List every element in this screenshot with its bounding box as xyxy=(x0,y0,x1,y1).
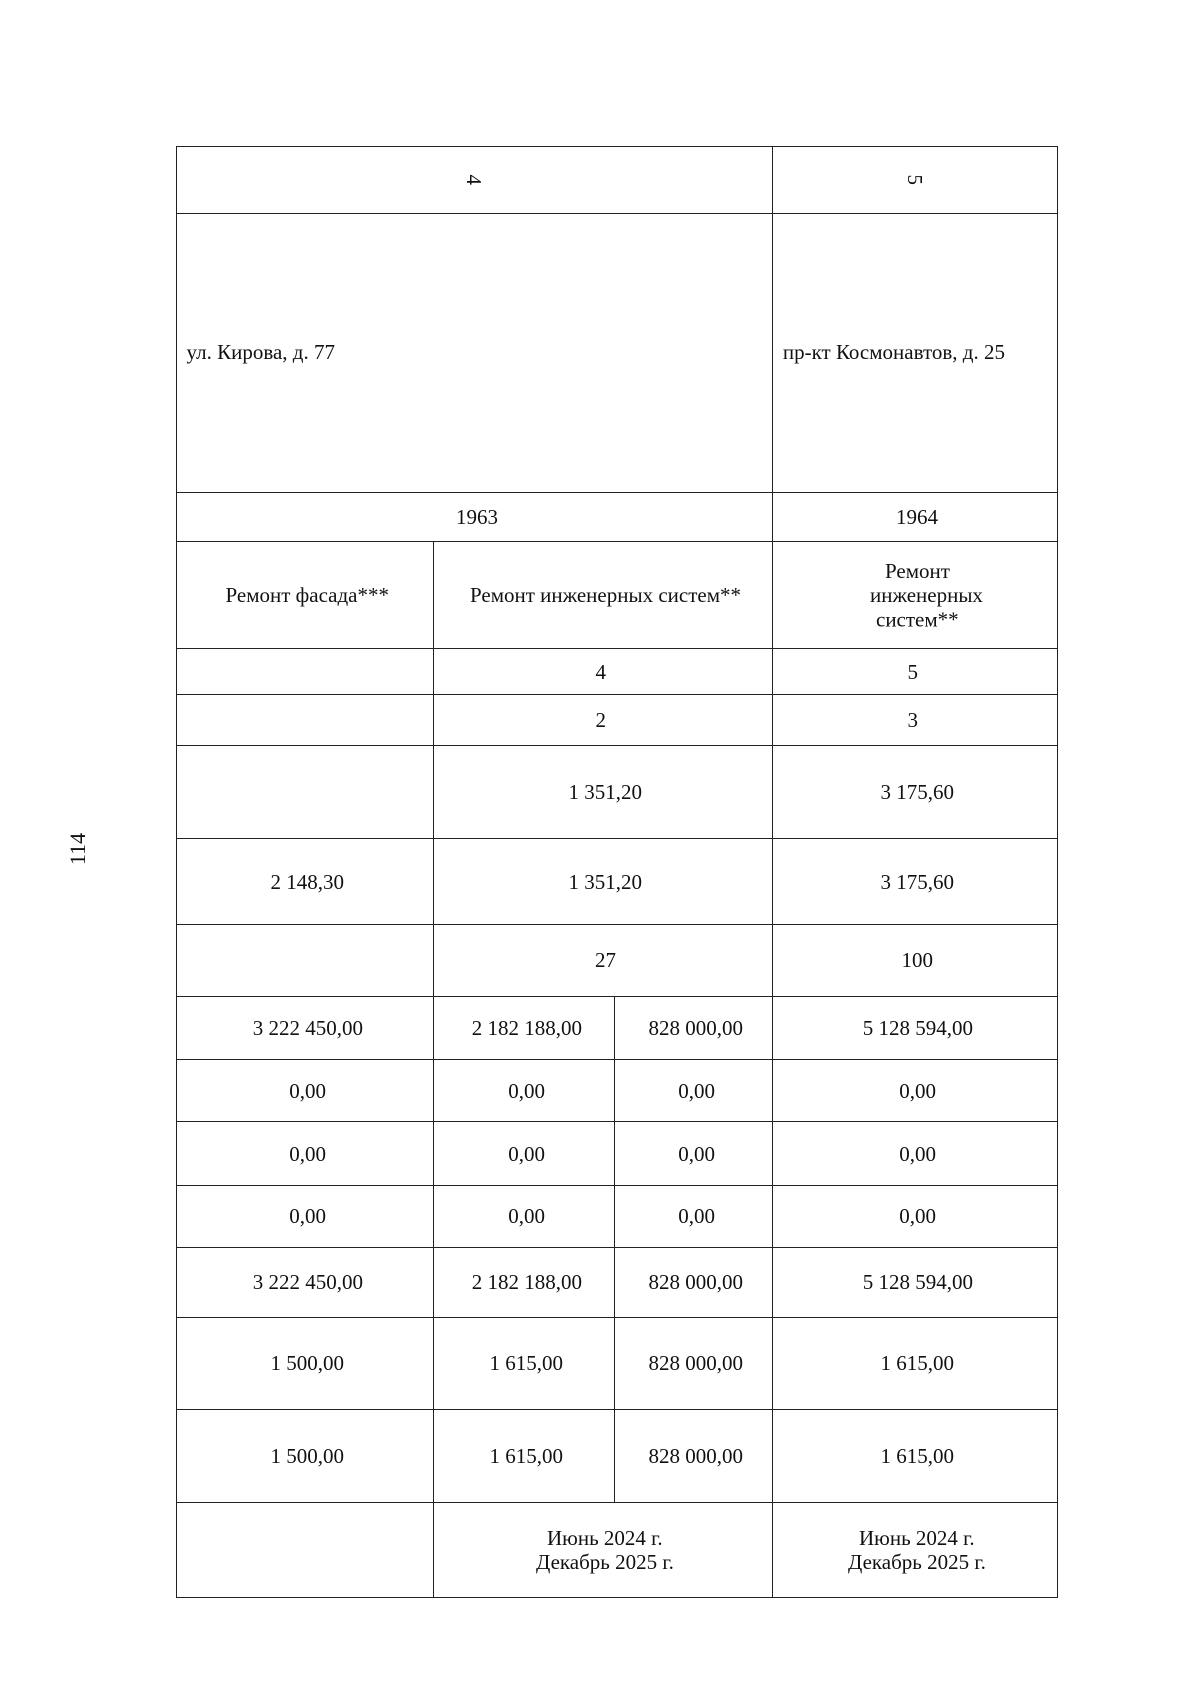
unit-cost-cell: 1 615,00 xyxy=(772,1410,1057,1503)
floors-cell: 4 xyxy=(433,649,772,695)
work-type-cell: Ремонт фасада*** xyxy=(177,541,434,648)
residents-cell xyxy=(177,925,434,997)
residents-cell: 100 xyxy=(772,925,1057,997)
row-number: 4 xyxy=(177,147,773,214)
cost-cell: 0,00 xyxy=(177,1060,434,1122)
area-cell xyxy=(177,745,434,838)
unit-cost-cell: 828 000,00 xyxy=(615,1410,772,1503)
area-cell: 1 351,20 xyxy=(433,839,772,925)
unit-cost-cell: 1 615,00 xyxy=(772,1317,1057,1409)
cost-cell: 0,00 xyxy=(772,1185,1057,1247)
unit-cost-cell: 828 000,00 xyxy=(615,1317,772,1409)
cost-cell: 3 222 450,00 xyxy=(177,996,434,1059)
cost-cell: 5 128 594,00 xyxy=(772,1248,1057,1318)
rotated-table-container xyxy=(176,146,1058,1598)
area-cell: 3 175,60 xyxy=(772,745,1057,838)
cost-cell: 828 000,00 xyxy=(615,1248,772,1318)
year-cell: 1964 xyxy=(772,492,1057,541)
cost-cell: 2 182 188,00 xyxy=(433,996,615,1059)
repair-schedule-table xyxy=(176,146,1058,1598)
area-cell: 3 175,60 xyxy=(772,839,1057,925)
floors-cell xyxy=(177,649,434,695)
entrances-cell: 3 xyxy=(772,695,1057,745)
cost-cell: 0,00 xyxy=(615,1060,772,1122)
cost-cell: 5 128 594,00 xyxy=(772,996,1057,1059)
unit-cost-cell: 1 615,00 xyxy=(433,1410,615,1503)
cost-cell: 3 222 450,00 xyxy=(177,1248,434,1318)
table-rotation-wrapper xyxy=(176,146,1058,1598)
cost-cell: 828 000,00 xyxy=(615,996,772,1059)
row-number: 5 xyxy=(772,147,1057,214)
floors-cell: 5 xyxy=(772,649,1057,695)
cost-cell: 0,00 xyxy=(177,1122,434,1185)
area-cell: 1 351,20 xyxy=(433,745,772,838)
cost-cell: 0,00 xyxy=(772,1122,1057,1185)
work-type-cell: Ремонт инженерных систем** xyxy=(433,541,772,648)
area-cell: 2 148,30 xyxy=(177,839,434,925)
cost-cell: 0,00 xyxy=(433,1122,615,1185)
address-cell: пр-кт Космонавтов, д. 25 xyxy=(772,213,1057,492)
entrances-cell xyxy=(177,695,434,745)
entrances-cell: 2 xyxy=(433,695,772,745)
work-type-cell: Ремонт инженерных систем** xyxy=(772,541,1057,648)
cost-cell: 0,00 xyxy=(615,1122,772,1185)
cost-cell: 0,00 xyxy=(615,1185,772,1247)
period-cell: Июнь 2024 г. Декабрь 2025 г. xyxy=(433,1503,772,1598)
cost-cell: 0,00 xyxy=(177,1185,434,1247)
period-cell xyxy=(177,1503,434,1598)
cost-cell: 0,00 xyxy=(772,1060,1057,1122)
address-cell: ул. Кирова, д. 77 xyxy=(177,213,773,492)
unit-cost-cell: 1 500,00 xyxy=(177,1317,434,1409)
unit-cost-cell: 1 615,00 xyxy=(433,1317,615,1409)
cost-cell: 2 182 188,00 xyxy=(433,1248,615,1318)
unit-cost-cell: 1 500,00 xyxy=(177,1410,434,1503)
table-row xyxy=(772,147,1057,1598)
table-row xyxy=(615,147,772,1598)
year-cell: 1963 xyxy=(177,492,773,541)
period-cell: Июнь 2024 г. Декабрь 2025 г. xyxy=(772,1503,1057,1598)
residents-cell: 27 xyxy=(433,925,772,997)
cost-cell: 0,00 xyxy=(433,1185,615,1247)
cost-cell: 0,00 xyxy=(433,1060,615,1122)
page-number: 114 xyxy=(65,832,90,866)
